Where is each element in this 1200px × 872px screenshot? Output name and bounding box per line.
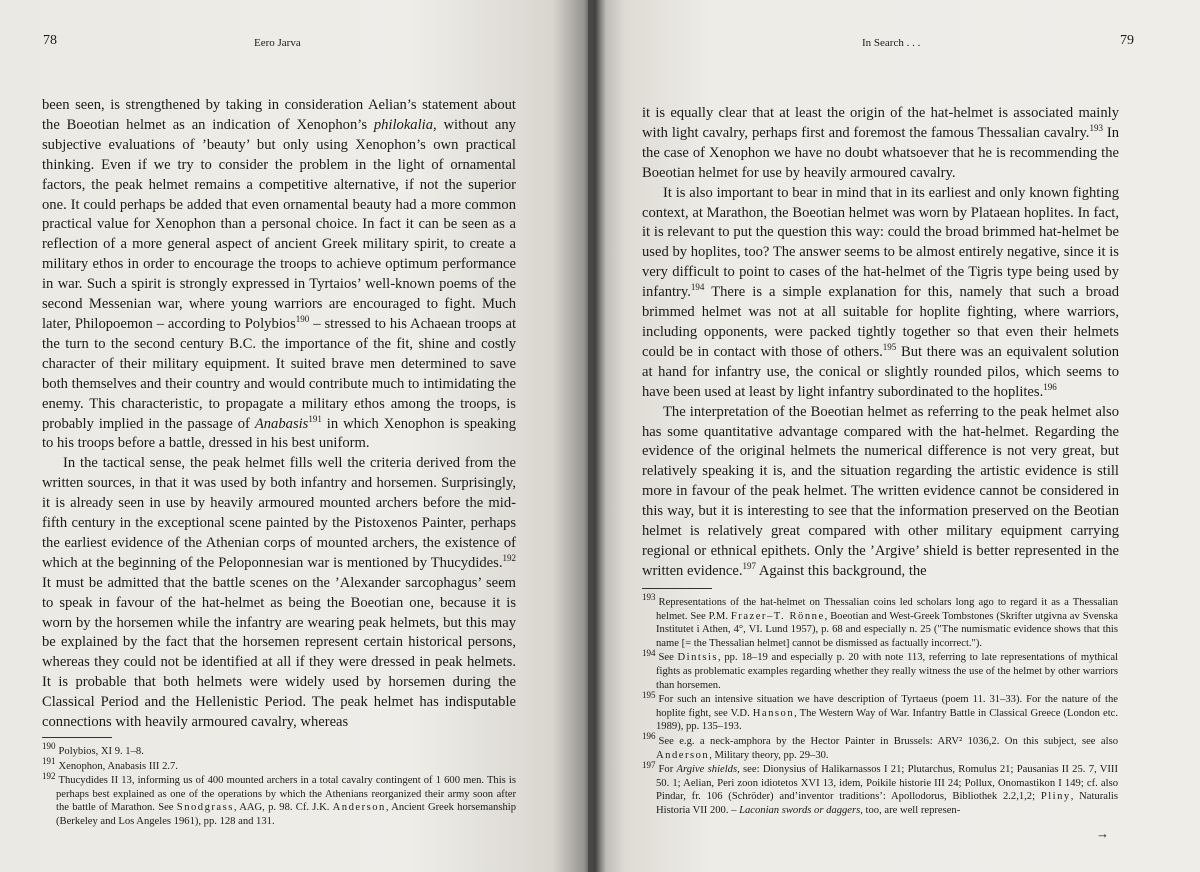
author-name: Pliny xyxy=(1040,791,1071,803)
footnote-number: 196 xyxy=(642,731,656,742)
text-run: Xenophon, Anabasis III 2.7. xyxy=(58,760,178,772)
gutter-shadow xyxy=(584,0,606,872)
author-name: Anderson xyxy=(656,749,710,761)
text-run: It must be admitted that the battle scenes on the ’Alexander sarcophagus’ seem to speak in favour of the hat-helmet as being the Boeotian one, because it is worn by the horsemen while the infantry are wearing peak helmets, but this may be explained by the fact that the horsemen represent certain historical persons, whereas they could not be identified at all if they were dressed in peak helmets. It is probable that both helmets were widely used by horsemen during the Classical Period and the Hellenistic Period. The peak helmet has indisputable connections with heavily armoured cavalry, whereas xyxy=(42,574,516,731)
text-run: it is equally clear that at least the origin of the hat-helmet is associated mainly with light cavalry, perhaps first and foremost the famous Thessalian cavalry. xyxy=(642,105,1119,141)
footnote-ref: 194 xyxy=(690,282,705,293)
text-run: , AAG, p. 98. Cf. J.K. xyxy=(233,802,333,814)
text-run: In the case of Xenophon we have no doubt whatsoever that he is recommending the Boeotian helmet for use by heavily armoured cavalry. xyxy=(642,124,1119,181)
text-run: Against this background, the xyxy=(756,562,927,579)
author-name: Anderson xyxy=(332,802,386,814)
footnote-ref: 195 xyxy=(882,342,897,353)
text-run: See xyxy=(658,652,678,664)
footnote-number: 193 xyxy=(642,592,656,603)
paragraph xyxy=(642,403,1119,582)
paragraph xyxy=(42,454,516,733)
text-run: , Boeotian and West-Greek Tombstones (Skrifter utgivna av Svenska Institutet i Athen, 4°, VI. Lund 1957), p. 68 and especially n. 25 ("The numismatic evidence shows that this name [= the Thessalian helmet] cannot be dismissed as factually incorrect."). xyxy=(656,610,1118,649)
text-run: , Naturalis Historia VII 200. – xyxy=(656,791,1118,816)
text-run: For xyxy=(658,764,677,776)
running-head: In Search . . . xyxy=(862,37,921,49)
text-run: , without any subjective evaluations of ’beauty’ but only using Xenophon’s own practical thinking. Even if we try to consider the problem in the light of ornamental factors, the peak helmet remains a competitive alternative, if not the superior one. It could perhaps be added that even ornamental beauty had a more common practical value for Xenophon than a personal choice. In fact it can be seen as a reflection of a more general aspect of ancient Greek military spirit, to create a military ethos in order to encourage the troops to achieve optimum performance in war. Such a spirit is strongly expressed in Tyrtaios’ well-known poems of the second Messenian war, where young warriors are encouraged to fight. Much later, Philopoemon – according to Polybios xyxy=(42,116,516,332)
text-run: For such an intensive situation we have description of Tyrtaeus (poem 11. 31–33). For the nature of the hoplite fight, see V.D. xyxy=(656,694,1118,719)
text-run: It is also important to bear in mind that in its earliest and only known fighting context, at Marathon, the Boeotian helmet was worn by Plataean hoplites. In fact, it is relevant to put the question this way: could the broad brimmed hat-helmet be used by hoplites, too? The answer seems to be almost entirely negative, since it is very difficult to point to cases of the hat-helmet of the Tigris type being used by infantry. xyxy=(642,184,1119,301)
text-run: , see: Dionysius of Halikarnassos I 21; Plutarchus, Romulus 21; Pausanias II 25. 7, VIII 50. 1; Aelian, Peri zoon idiotetos XVI 13, idem, Poikile historie III 24; Pollux, Onomastikon I 149; cf. also Pindar, fr. 106 (Schröder) and’inventor traditions’: Apollodorus, Bibliothek 2.2,1,2; xyxy=(656,764,1118,803)
text-run: been seen, is strengthened by taking in consideration Aelian’s statement about the Boeotian helmet as an indication of Xenophon’s xyxy=(42,97,516,133)
right-page xyxy=(588,0,1200,872)
footnote-number: 190 xyxy=(42,741,56,752)
text-run: The interpretation of the Boeotian helmet as referring to the peak helmet also has some quantitative advantage compared with the hat-helmet. Regarding the evidence of the original helmets the numerical difference is not very great, but relatively speaking it is, and the situation regarding the artistic evidence is still more in favour of the peak helmet. The written evidence cannot be considered in this way, but it is interesting to see that the information preserved on the Beotian helmet is relatively great compared with other military equipment carrying regional or ethnical epithets. Only the ’Argive’ shield is better represented in the written evidence. xyxy=(642,403,1119,579)
running-head: Eero Jarva xyxy=(254,37,301,49)
footnote-ref: 193 xyxy=(1089,123,1103,134)
footnote xyxy=(42,741,516,759)
footnote-number: 191 xyxy=(42,756,56,767)
text-run: , Ancient Greek horsemanship (Berkeley and Los Angeles 1961), pp. 128 and 131. xyxy=(56,802,516,827)
author-name: Dintsis xyxy=(677,652,719,664)
footnote-ref: 190 xyxy=(295,314,310,325)
text-run: But there was an equivalent solution at hand for infantry use, the conical or slightly rounded pilos, which seems to have been used at least by light infantry subordinated to the hoplites. xyxy=(642,343,1119,400)
text-run: There is a simple explanation for this, namely that such a broad brimmed helmet was not at all suitable for hoplite fighting, where warriors, including opponents, were packed tightly together so that even their helmets could be in contact with those of others. xyxy=(642,284,1119,360)
footnotes xyxy=(42,741,516,830)
footnote-rule xyxy=(42,737,112,738)
footnote-ref: 191 xyxy=(308,413,322,424)
footnote xyxy=(642,647,1118,692)
continuation-arrow: → xyxy=(1096,826,1109,841)
footnote-ref: 192 xyxy=(502,552,516,563)
paragraph xyxy=(642,104,1119,184)
author-name: Hanson xyxy=(752,707,795,719)
footnote-number: 194 xyxy=(642,647,656,658)
footnote-rule xyxy=(642,588,712,589)
italic-run: Anabasis xyxy=(254,415,309,432)
footnote xyxy=(42,756,516,774)
page-number: 79 xyxy=(1120,33,1134,48)
left-page xyxy=(0,0,588,872)
text-run: , pp. 18–19 and especially p. 20 with note 113, referring to late representations of mythical fights as problematic examples regarding whether they really witness the use of the helmet by other warriors than horsemen. xyxy=(656,652,1118,691)
footnote-number: 192 xyxy=(42,770,56,781)
footnote-number: 197 xyxy=(642,759,656,770)
footnote xyxy=(642,759,1118,817)
body-text xyxy=(42,96,516,733)
text-run: – stressed to his Achaean troops at the turn to the second century B.C. the importance of the fit, shine and costly character of their military equipment. It suited brave men determined to save both themselves and their country and would contribute much to intimidating the enemy. This characteristic, to propagate a military ethos among the troops, is probably implied in the passage of xyxy=(42,315,516,432)
text-run: , Military theory, pp. 29–30. xyxy=(709,749,829,761)
text-run: In the tactical sense, the peak helmet fills well the criteria derived from the written sources, in that it was used by both infantry and horsemen. Surprisingly, it is already seen in use by heavily armoured mounted archers before the mid-fifth century in the exceptional scene painted by the Pistoxenos Painter, perhaps the earliest evidence of the Athenian corps of mounted archers, the existence of which at the beginning of the Peloponnesian war is mentioned by Thucydides. xyxy=(42,455,516,571)
text-run: , The Western Way of War. Infantry Battle in Classical Greece (London etc. 1989), pp. 135–193. xyxy=(656,707,1118,733)
footnote-ref: 197 xyxy=(742,560,756,571)
paragraph xyxy=(642,184,1119,403)
italic-run: Laconian swords or daggers xyxy=(739,804,861,816)
body-text xyxy=(642,104,1119,582)
text-run: Thucydides II 13, informing us of 400 mounted archers in a total cavalry contingent of 1 600 men. This is perhaps best explained as one of the operations by which the Athenians reorganized their army soon after the battle of Marathon. See xyxy=(56,775,516,814)
footnote xyxy=(642,689,1118,734)
footnotes xyxy=(642,592,1118,819)
italic-run: Argive shields xyxy=(676,764,738,776)
text-run: in which Xenophon is speaking to his troops before a battle, dressed in his best uniform. xyxy=(42,415,516,452)
text-run: Polybios, XI 9. 1–8. xyxy=(58,746,144,757)
footnote xyxy=(42,770,516,828)
author-name: Snodgrass xyxy=(176,802,234,814)
text-run: , too, are well represen- xyxy=(860,804,961,816)
author-name: Frazer–T. Rönne xyxy=(730,610,825,622)
footnote xyxy=(642,592,1118,650)
paragraph xyxy=(42,96,516,454)
italic-run: philokalia xyxy=(373,116,434,133)
footnote-ref: 196 xyxy=(1043,381,1057,392)
text-run: Representations of the hat-helmet on Thessalian coins led scholars long ago to regard it as a Thessalian helmet. See P.M. xyxy=(656,597,1118,622)
footnote xyxy=(642,731,1118,762)
page-number: 78 xyxy=(43,33,57,48)
text-run: See e.g. a neck-amphora by the Hector Painter in Brussels: ARV² 1036,2. On this subject, see also xyxy=(658,735,1118,747)
footnote-number: 195 xyxy=(642,689,656,700)
